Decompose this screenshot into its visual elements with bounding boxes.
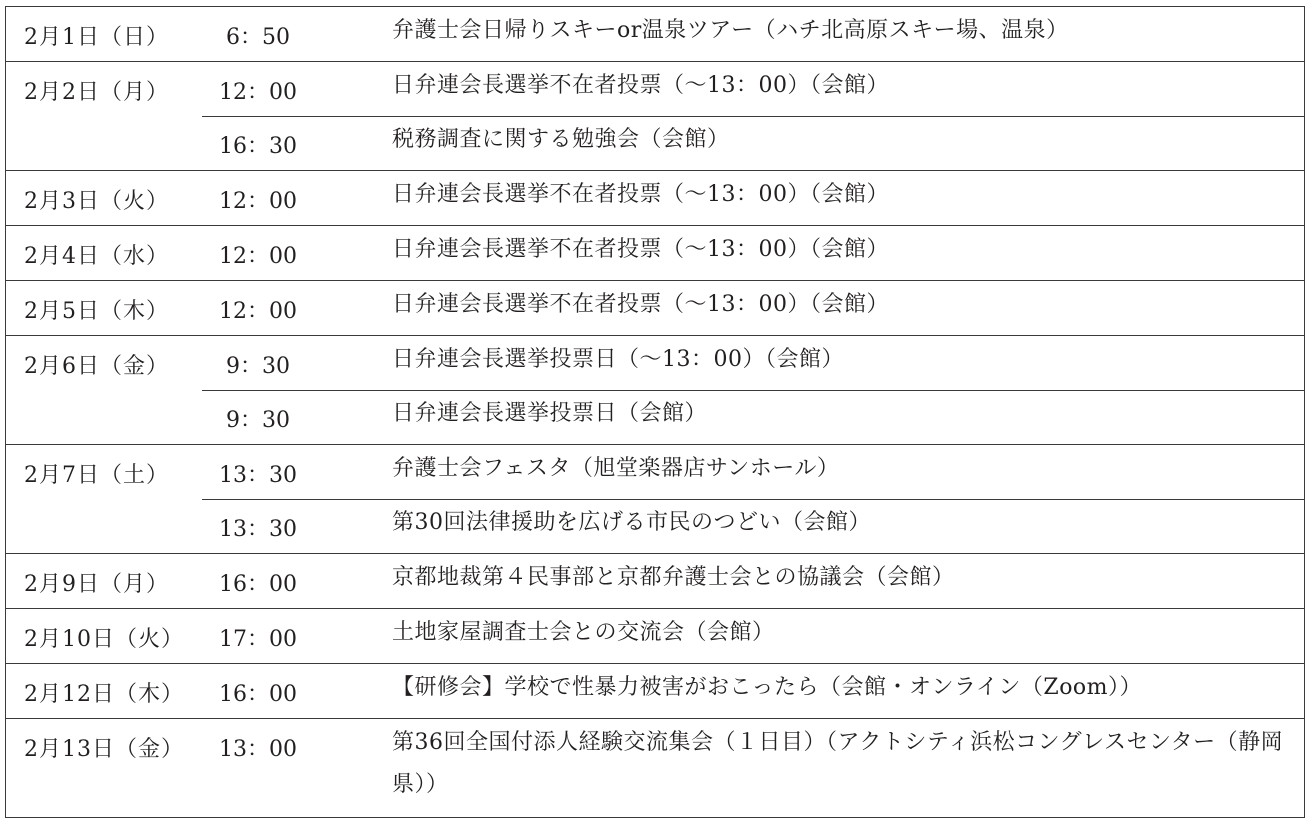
event-cell: 土地家屋調査士会との交流会（会館） [392, 620, 775, 645]
day-group [6, 171, 1304, 226]
time-cell: 13：00 [219, 737, 297, 762]
time-cell: 16：00 [219, 682, 297, 707]
schedule-entry [6, 719, 1304, 817]
date-cell: 2月7日（土） [24, 463, 169, 488]
day-group [6, 445, 1304, 554]
date-cell: 2月13日（金） [24, 737, 184, 762]
schedule-entry [6, 336, 1304, 390]
time-cell: 12：00 [219, 189, 297, 214]
date-cell: 2月10日（火） [24, 627, 184, 652]
day-group [6, 719, 1304, 817]
schedule-entry [6, 609, 1304, 663]
schedule-entry [6, 281, 1304, 335]
date-cell: 2月6日（金） [24, 354, 169, 379]
date-cell: 2月12日（木） [24, 682, 184, 707]
event-cell: 日弁連会長選挙不在者投票（～13：00）（会館） [392, 237, 889, 262]
schedule-entry [6, 171, 1304, 225]
day-group [6, 62, 1304, 171]
day-group [6, 281, 1304, 336]
schedule-entry [6, 445, 1304, 499]
event-cell: 第30回法律援助を広げる市民のつどい（会館） [392, 510, 871, 535]
date-cell: 2月4日（水） [24, 244, 169, 269]
time-cell: 12：00 [219, 80, 297, 105]
time-cell: 17：00 [219, 627, 297, 652]
time-cell: 16：00 [219, 572, 297, 597]
event-cell: 日弁連会長選挙不在者投票（～13：00）（会館） [392, 182, 889, 207]
schedule-entry [6, 62, 1304, 116]
time-cell: 12：00 [219, 299, 297, 324]
day-group [6, 336, 1304, 445]
day-group [6, 609, 1304, 664]
event-cell: 日弁連会長選挙不在者投票（～13：00）（会館） [392, 292, 889, 317]
time-cell: 9：30 [226, 354, 290, 379]
event-cell: 弁護士会日帰りスキーor温泉ツアー（ハチ北高原スキー場、温泉） [392, 18, 1069, 43]
time-cell: 13：30 [219, 463, 297, 488]
schedule-entry [6, 226, 1304, 280]
event-cell: 日弁連会長選挙不在者投票（～13：00）（会館） [392, 73, 889, 98]
time-cell: 16：30 [219, 134, 297, 159]
event-cell: 第36回全国付添人経験交流集会（１日目）（アクトシティ浜松コングレスセンター（静岡県）） [392, 730, 1284, 797]
event-cell: 日弁連会長選挙投票日（会館） [392, 401, 708, 426]
date-cell: 2月3日（火） [24, 189, 169, 214]
schedule-entry [6, 554, 1304, 608]
day-group [6, 664, 1304, 719]
date-cell: 2月1日（日） [24, 25, 169, 50]
day-group [6, 226, 1304, 281]
schedule-entry [6, 664, 1304, 718]
event-cell: 【研修会】学校で性暴力被害がおこったら（会館・オンライン（Zoom）） [392, 675, 1143, 700]
schedule-entry [6, 499, 1304, 553]
time-cell: 6：50 [226, 25, 290, 50]
time-cell: 9：30 [226, 408, 290, 433]
event-cell: 日弁連会長選挙投票日（～13：00）（会館） [392, 347, 844, 372]
day-group [6, 554, 1304, 609]
time-cell: 13：30 [219, 517, 297, 542]
event-cell: 京都地裁第４民事部と京都弁護士会との協議会（会館） [392, 565, 955, 590]
schedule-entry [6, 7, 1304, 61]
schedule-table [5, 6, 1305, 818]
date-cell: 2月2日（月） [24, 80, 169, 105]
day-group [6, 7, 1304, 62]
event-cell: 弁護士会フェスタ（旭堂楽器店サンホール） [392, 456, 840, 481]
date-cell: 2月5日（木） [24, 299, 169, 324]
event-cell: 税務調査に関する勉強会（会館） [392, 127, 730, 152]
time-cell: 12：00 [219, 244, 297, 269]
schedule-entry [6, 390, 1304, 444]
schedule-entry [6, 116, 1304, 170]
date-cell: 2月9日（月） [24, 572, 169, 597]
